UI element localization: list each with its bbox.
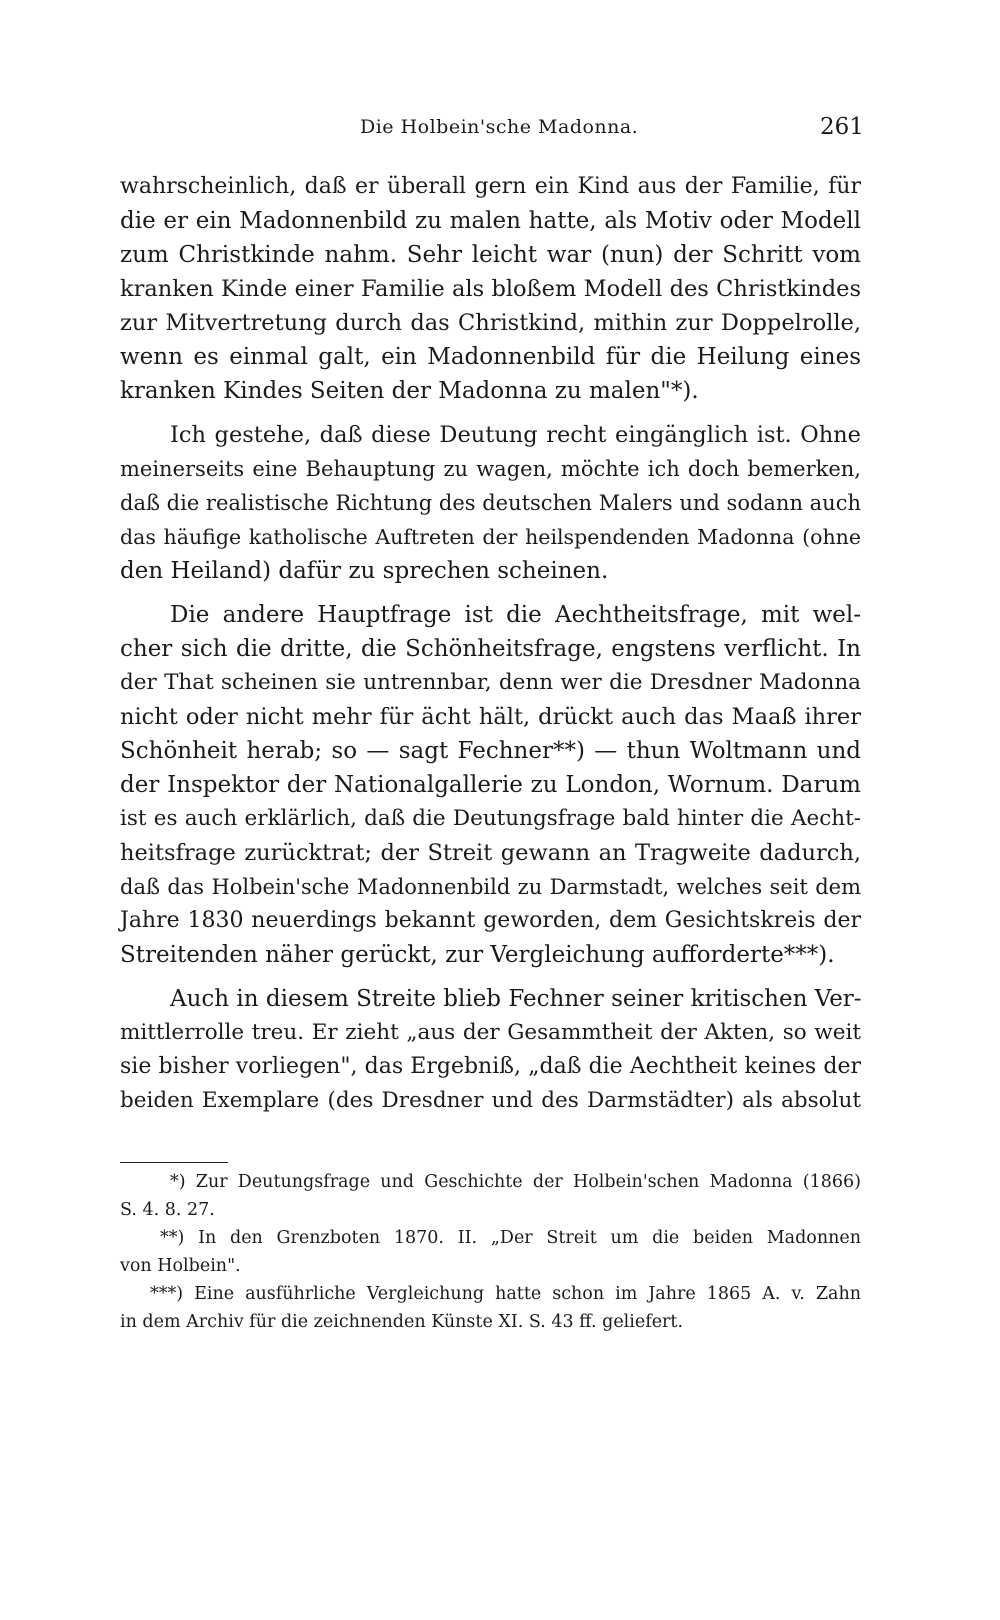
body-line: Streitenden näher gerückt, zur Vergleichung aufforderte***). [120,942,835,968]
body-line: zur Mitvertretung durch das Christkind, mithin zur Doppelrolle, [120,310,861,336]
page-number: 261 [820,114,864,140]
body-line: daß die realistische Richtung des deutschen Malers und sodann auch [120,491,861,515]
body-line: cher sich die dritte, die Schönheitsfrage, engstens verflicht. In [120,636,861,662]
footnote-line: von Holbein". [120,1256,241,1276]
body-line: Auch in diesem Streite blieb Fechner seiner kritischen Ver- [170,986,862,1012]
body-line: nicht oder nicht mehr für ächt hält, drückt auch das Maaß ihrer [120,704,861,730]
footnote-line: **) In den Grenzboten 1870. II. „Der Streit um die beiden Madonnen [160,1228,861,1248]
body-line: ist es auch erklärlich, daß die Deutungsfrage bald hinter die Aecht- [120,806,861,831]
body-line: kranken Kindes Seiten der Madonna zu malen"*). [120,378,699,404]
footnote-line: *) Zur Deutungsfrage und Geschichte der Holbein'schen Madonna (1866) [170,1172,861,1192]
body-line: wahrscheinlich, daß er überall gern ein Kind aus der Familie, für [120,174,861,199]
body-line: Ich gestehe, daß diese Deutung recht eingänglich ist. Ohne [170,422,861,448]
body-line: Die andere Hauptfrage ist die Aechtheitsfrage, mit wel- [170,602,861,628]
body-line: wenn es einmal galt, ein Madonnenbild für die Heilung eines [120,344,861,370]
body-line: mittlerrolle treu. Er zieht „aus der Gesammtheit der Akten, so weit [120,1020,861,1045]
body-line: der Inspektor der Nationalgallerie zu London, Wornum. Darum [120,772,861,798]
footnote-line: ***) Eine ausführliche Vergleichung hatte schon im Jahre 1865 A. v. Zahn [150,1284,861,1304]
body-line: Schönheit herab; so — sagt Fechner**) — thun Woltmann und [120,738,861,764]
body-line: der That scheinen sie untrennbar, denn wer die Dresdner Madonna [120,670,861,695]
body-line: die er ein Madonnenbild zu malen hatte, als Motiv oder Modell [120,208,861,234]
body-line: beiden Exemplare (des Dresdner und des Darmstädter) als absolut [120,1088,861,1113]
body-line: sie bisher vorliegen", das Ergebniß, „daß die Aechtheit keines der [120,1054,861,1079]
body-line: den Heiland) dafür zu sprechen scheinen. [120,558,609,584]
body-line: kranken Kinde einer Familie als bloßem Modell des Christkindes [120,276,861,302]
footnote-line: S. 4. 8. 27. [120,1200,215,1220]
body-line: heitsfrage zurücktrat; der Streit gewann an Tragweite dadurch, [120,840,861,866]
body-line: zum Christkinde nahm. Sehr leicht war (nun) der Schritt vom [120,242,861,268]
body-line: meinerseits eine Behauptung zu wagen, möchte ich doch bemerken, [120,457,861,481]
body-line: Jahre 1830 neuerdings bekannt geworden, dem Gesichtskreis der [120,908,861,933]
running-header: Die Holbein'sche Madonna. [360,116,639,138]
footnote-line: in dem Archiv für die zeichnenden Künste XI. S. 43 ff. geliefert. [120,1312,684,1332]
body-line: das häufige katholische Auftreten der heilspendenden Madonna (ohne [120,525,861,549]
body-line: daß das Holbein'sche Madonnenbild zu Darmstadt, welches seit dem [120,875,861,899]
footnote-divider [120,1162,228,1163]
